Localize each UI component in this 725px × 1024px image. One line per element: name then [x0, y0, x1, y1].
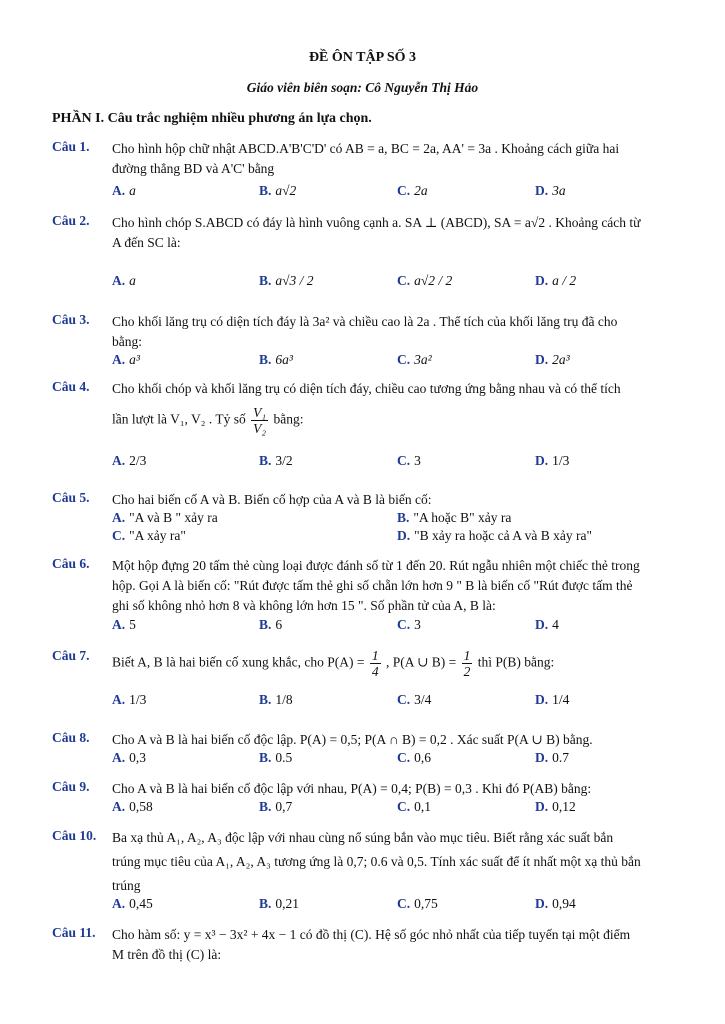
option-c[interactable]: C. "A xảy ra" [112, 528, 186, 543]
question-label: Câu 6. [52, 556, 90, 571]
question-label: Câu 2. [52, 213, 90, 228]
option-c[interactable]: C. 3/4 [397, 692, 432, 707]
option-d[interactable]: D. 1/4 [535, 692, 570, 707]
question-text [112, 556, 672, 616]
question-line: đường thẳng BD và A'C' bằng [112, 161, 275, 176]
question-line: bằng: [112, 334, 142, 349]
question-line: Ba xạ thủ A₁, A₂, A₃ độc lập với nhau cùng nổ súng bắn vào mục tiêu. Biết rằng xác suất bắn [112, 830, 614, 845]
question-label: Câu 10. [52, 828, 97, 843]
question-text [112, 648, 672, 679]
option-a[interactable]: A. 2/3 [112, 453, 147, 468]
option-d[interactable]: D. 1/3 [535, 453, 570, 468]
option-c[interactable]: C. 2a [397, 183, 428, 198]
question-line: A đến SC là: [112, 235, 181, 250]
option-c[interactable]: C. 3 [397, 617, 421, 632]
question-text [112, 925, 672, 965]
option-a[interactable]: A. a [112, 183, 136, 198]
option-d[interactable]: D. 3a [535, 183, 566, 198]
option-d[interactable]: D. 2a³ [535, 352, 570, 367]
question-line: Cho A và B là hai biến cố độc lập với nhau, P(A) = 0,4; P(B) = 0,3 . Khi đó P(AB) bằng: [112, 781, 592, 796]
option-b[interactable]: B. 3/2 [259, 453, 293, 468]
question-text [112, 779, 672, 799]
option-d[interactable]: D. 0.7 [535, 750, 569, 765]
question-text [112, 490, 672, 510]
question-line: Một hộp đựng 20 tấm thẻ cùng loại được đánh số từ 1 đến 20. Rút ngẫu nhiên một chiếc thẻ trong [112, 558, 640, 573]
options-row [112, 528, 672, 548]
question-label: Câu 5. [52, 490, 90, 505]
question-label: Câu 7. [52, 648, 90, 663]
option-b[interactable]: B. 0,7 [259, 799, 293, 814]
option-c[interactable]: C. 3 [397, 453, 421, 468]
option-a[interactable]: A. 0,58 [112, 799, 153, 814]
question-text [112, 139, 672, 179]
question-line: Cho khối lăng trụ có diện tích đáy là 3a² và chiều cao là 2a . Thể tích của khối lăng trụ đã cho [112, 314, 618, 329]
options-row [112, 617, 672, 637]
question-line: Cho hàm số: y = x³ − 3x² + 4x − 1 có đồ thị (C). Hệ số góc nhỏ nhất của tiếp tuyến tại một điểm [112, 927, 631, 942]
question-text [112, 828, 672, 896]
question-label: Câu 4. [52, 379, 90, 394]
option-c[interactable]: C. 0,1 [397, 799, 431, 814]
question-line: trúng mục tiêu của A₁, A₂, A₃ tương ứng là 0,7; 0.6 và 0,5. Tính xác suất để ít nhất một xạ thủ bắn [112, 854, 641, 869]
ratio-fraction: $\frac{\text{V₁}}{\text{V₂}}$ [253, 405, 267, 436]
option-a[interactable]: A. "A và B " xảy ra [112, 510, 218, 525]
option-b[interactable]: B. a√2 [259, 183, 297, 198]
question-label: Câu 11. [52, 925, 96, 940]
question-label: Câu 1. [52, 139, 90, 154]
option-b[interactable]: B. 0,21 [259, 896, 300, 911]
question-line: M trên đồ thị (C) là: [112, 947, 222, 962]
option-d[interactable]: D. 0,12 [535, 799, 576, 814]
question-label: Câu 8. [52, 730, 90, 745]
options-row [112, 273, 672, 293]
option-b[interactable]: B. "A hoặc B" xảy ra [397, 510, 512, 525]
option-d[interactable]: D. 0,94 [535, 896, 576, 911]
options-row [112, 453, 672, 473]
option-b[interactable]: B. a√3 / 2 [259, 273, 314, 288]
option-a[interactable]: A. 1/3 [112, 692, 147, 707]
option-b[interactable]: B. 0.5 [259, 750, 293, 765]
question-line: lần lượt là V₁, V₂ . Tỷ số $\frac{\text{V₁}}{\text{V₂}}$ bằng: [112, 405, 304, 436]
options-row [112, 750, 672, 770]
option-a[interactable]: A. 0,45 [112, 896, 153, 911]
question-text [112, 312, 672, 352]
option-a[interactable]: A. 0,3 [112, 750, 146, 765]
probability-fraction: $\frac{1}{2}$ [463, 648, 471, 679]
question-line: Biết A, B là hai biến cố xung khắc, cho P(A) = $\frac{1}{4}$ , P(A ∪ B) = $\frac{1}{2}$ thì P(B) bằng: [112, 648, 555, 679]
option-a[interactable]: A. a³ [112, 352, 140, 367]
question-line: ghi số không nhỏ hơn 8 và không lớn hơn 15 ". Số phần tử của A, B là: [112, 598, 496, 613]
options-row [112, 799, 672, 819]
question-line: Cho khối chóp và khối lăng trụ có diện tích đáy, chiều cao tương ứng bằng nhau và có thể tích [112, 381, 621, 396]
question-line: Cho hai biến cố A và B. Biến cố hợp của A và B là biến cố: [112, 492, 432, 507]
question-line: Cho A và B là hai biến cố độc lập. P(A) = 0,5; P(A ∩ B) = 0,2 . Xác suất P(A ∪ B) bằng. [112, 732, 593, 747]
question-text [112, 379, 672, 436]
question-text [112, 213, 672, 253]
probability-fraction: $\frac{1}{4}$ [371, 648, 379, 679]
options-row [112, 692, 672, 712]
option-c[interactable]: C. 0,75 [397, 896, 438, 911]
option-a[interactable]: A. a [112, 273, 136, 288]
part-heading: PHẦN I. Câu trắc nghiệm nhiều phương án lựa chọn. [52, 111, 372, 126]
option-b[interactable]: B. 6a³ [259, 352, 293, 367]
question-label: Câu 3. [52, 312, 90, 327]
options-row [112, 183, 672, 203]
question-line: Cho hình hộp chữ nhật ABCD.A'B'C'D' có AB = a, BC = 2a, AA' = 3a . Khoảng cách giữa hai [112, 141, 620, 156]
option-d[interactable]: D. "B xảy ra hoặc cả A và B xảy ra" [397, 528, 592, 543]
option-c[interactable]: C. a√2 / 2 [397, 273, 453, 288]
options-row [112, 510, 672, 530]
option-d[interactable]: D. a / 2 [535, 273, 577, 288]
option-b[interactable]: B. 6 [259, 617, 283, 632]
option-b[interactable]: B. 1/8 [259, 692, 293, 707]
question-label: Câu 9. [52, 779, 90, 794]
question-line: trúng [112, 878, 141, 893]
question-line: hộp. Gọi A là biến cố: "Rút được tấm thẻ ghi số chẵn lớn hơn 9 " B là biến cố "Rút được tấm thẻ [112, 578, 633, 593]
option-c[interactable]: C. 3a² [397, 352, 432, 367]
option-d[interactable]: D. 4 [535, 617, 559, 632]
exam-title: ĐỀ ÔN TẬP SỐ 3 [308, 50, 417, 65]
option-c[interactable]: C. 0,6 [397, 750, 431, 765]
question-text [112, 730, 672, 750]
options-row [112, 352, 672, 372]
question-line: Cho hình chóp S.ABCD có đáy là hình vuông cạnh a. SA ⊥ (ABCD), SA = a√2 . Khoảng cách từ [112, 215, 641, 230]
options-row [112, 896, 672, 916]
option-a[interactable]: A. 5 [112, 617, 136, 632]
author-line: Giáo viên biên soạn: Cô Nguyễn Thị Hảo [246, 80, 479, 95]
